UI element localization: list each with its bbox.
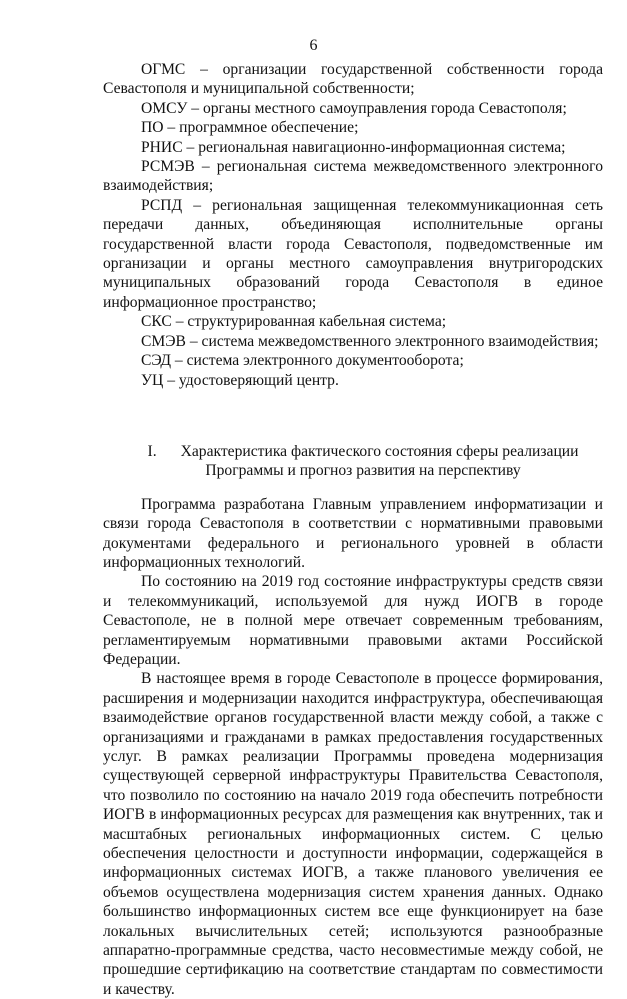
abbreviation-item: ПО – программное обеспечение; [141, 119, 359, 137]
abbreviation-item: РСМЭВ – региональная система межведомственного электронного взаимодействия; [103, 158, 603, 195]
body-paragraph: По состоянию на 2019 год состояние инфраструктуры средств связи и телекоммуникаций, используемой для нужд ИОГВ в городе Севастополе, не в полной мере отвечает современным требованиям, регламентируемым нормативными правовыми актами Российской Федерации. [103, 573, 603, 668]
abbreviation-list [103, 60, 603, 390]
abbreviation-item: РНИС – региональная навигационно-информационная система; [141, 138, 566, 156]
abbreviation-item: СМЭВ – система межведомственного электронного взаимодействия; [141, 332, 599, 350]
abbreviation-item: ОГМС – организации государственной собственности города Севастополя и муниципальной собственности; [103, 61, 603, 98]
abbreviation-item: УЦ – удостоверяющий центр. [141, 371, 339, 389]
section-body [103, 495, 603, 999]
section-title-line-2: Программы и прогноз развития на перспективу [205, 462, 521, 480]
abbreviation-item: СЭД – система электронного документооборота; [141, 352, 464, 370]
section-heading-line-1 [123, 442, 603, 461]
abbreviation-item: ОМСУ – органы местного самоуправления города Севастополя; [141, 99, 567, 117]
section-heading [103, 442, 603, 481]
section-number: I. [147, 442, 157, 460]
body-paragraph: В настоящее время в городе Севастополе в процессе формирования, расширения и модернизации находится инфраструктура, обеспечивающая взаимодействие органов государственной власти между собой, а также с организациями и гражданами в рамках предоставления государственных услуг. В рамках реализации Программы проведена модернизация существующей серверной инфраструктуры Правительства Севастополя, что позволило по состоянию на начало 2019 года обеспечить потребности ИОГВ в информационных ресурсах для размещения как внутренних, так и масштабных региональных информационных систем. С целью обеспечения целостности и доступности информации, содержащейся в информационных системах ИОГВ, а также планового увеличения ее объемов осуществлена модернизация систем хранения данных. Однако большинство информационных систем все еще функционирует на базе локальных вычислительных сетей; используются разнообразные аппаратно-программные средства, часто несовместимые между собой, не прошедшие сертификацию на соответствие стандартам по совместимости и качеству. [103, 670, 603, 998]
section-title-line-1: Характеристика фактического состояния сферы реализации [180, 442, 579, 460]
document-body [103, 60, 603, 999]
abbreviation-item: СКС – структурированная кабельная система; [141, 313, 447, 331]
abbreviation-item: РСПД – региональная защищенная телекоммуникационная сеть передачи данных, объединяющая исполнительные органы государственной власти города Севастополя, подведомственные им организации и органы местного самоуправления внутригородских муниципальных образований города Севастополя в единое информационное пространство; [103, 196, 603, 311]
page-number: 6 [309, 37, 318, 54]
body-paragraph: Программа разработана Главным управлением информатизации и связи города Севастополя в соответствии с нормативными правовыми документами федерального и регионального уровней в области информационных технологий. [103, 495, 603, 571]
